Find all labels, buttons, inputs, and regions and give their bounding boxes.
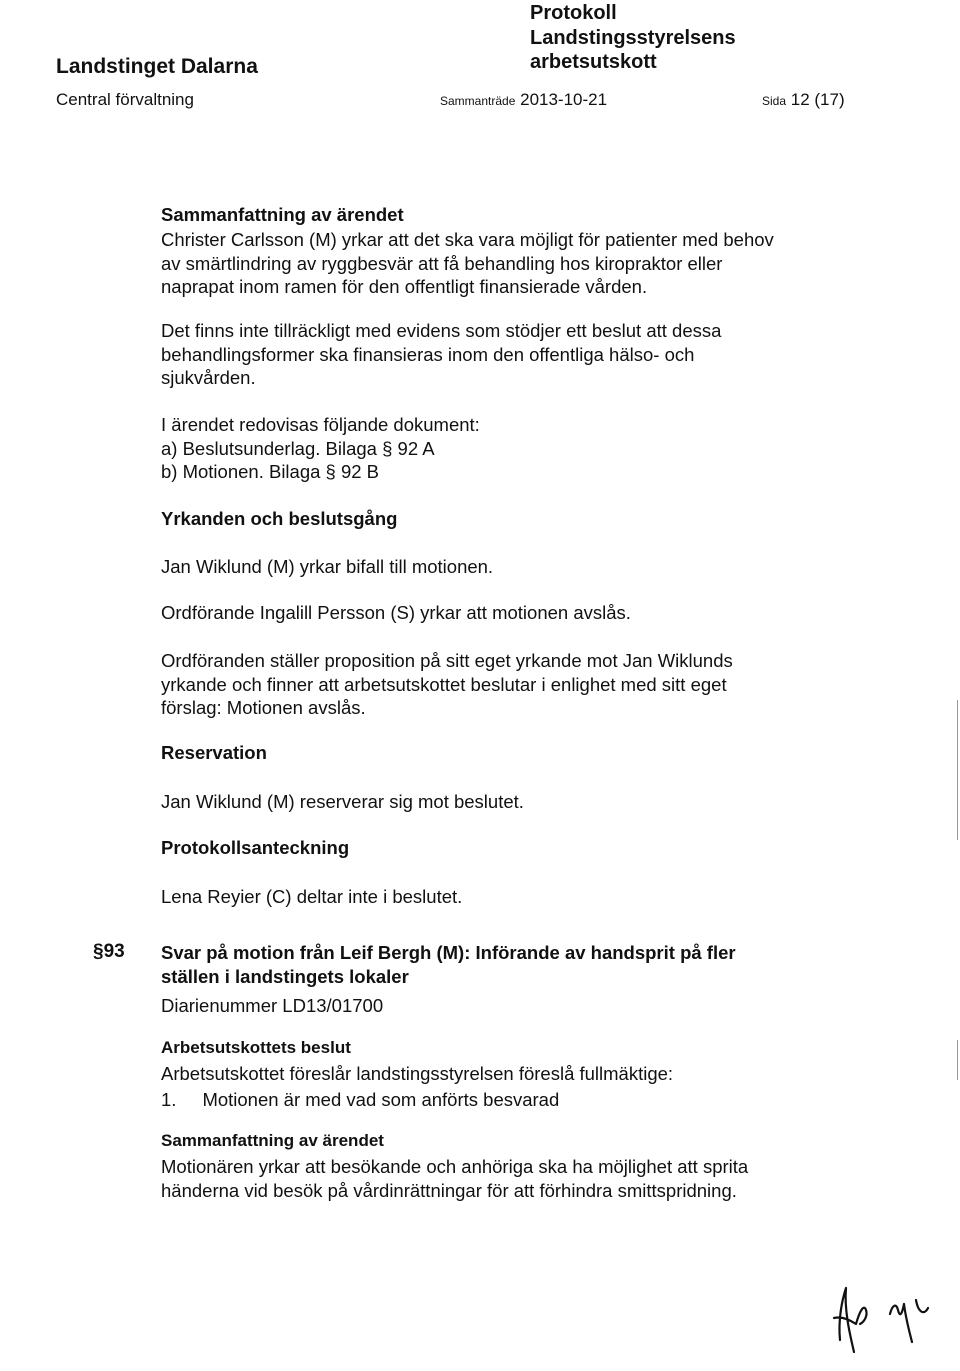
summary-heading: Sammanfattning av ärendet (161, 204, 404, 225)
text-line: behandlingsformer ska finansieras inom den offentliga hälso- och (161, 343, 695, 365)
text-line: naprapat inom ramen för den offentligt finansierade vården. (161, 276, 648, 297)
motions-heading: Yrkanden och beslutsgång (161, 508, 398, 529)
text-line: händerna vid besök på vårdinrättningar för att förhindra smittspridning. (161, 1179, 737, 1201)
page-number-line (762, 90, 845, 110)
item-text: Motionen är med vad som anförts besvarad (202, 1089, 560, 1110)
title-line: ställen i landstingets lokaler (161, 966, 409, 987)
reservation-text: Jan Wiklund (M) reserverar sig mot beslutet. (161, 791, 524, 812)
summary-heading-93: Sammanfattning av ärendet (161, 1131, 384, 1150)
board-name: Landstingsstyrelsens (530, 27, 736, 49)
signature-initials (820, 1280, 950, 1370)
decision-heading: Arbetsutskottets beslut (161, 1038, 351, 1057)
text-line: sjukvården. (161, 367, 256, 388)
proposition-paragraph (161, 649, 733, 720)
note-text: Lena Reyier (C) deltar inte i beslutet. (161, 886, 463, 907)
document-title: Protokoll (530, 2, 617, 24)
motion-statement-2: Ordförande Ingalill Persson (S) yrkar att motionen avslås. (161, 602, 631, 623)
text-line: av smärtlindring av ryggbesvär att få behandling hos kiropraktor eller (161, 252, 723, 274)
item-number: 1. (161, 1089, 177, 1110)
motion-statement-1: Jan Wiklund (M) yrkar bifall till motionen. (161, 556, 494, 577)
diary-number: Diarienummer LD13/01700 (161, 995, 384, 1016)
committee-name: arbetsutskott (530, 51, 657, 73)
text-line: Det finns inte tillräckligt med evidens som stödjer ett beslut att dessa (161, 320, 722, 341)
section-title (161, 941, 736, 989)
list-item: b) Motionen. Bilaga § 92 B (161, 461, 380, 482)
summary-paragraph (161, 228, 774, 299)
text-line: Motionären yrkar att besökande och anhöriga ska ha möjlighet att sprita (161, 1156, 749, 1177)
decision-item (161, 1088, 559, 1112)
decision-text: Arbetsutskottet föreslår landstingsstyrelsen föreslå fullmäktige: (161, 1063, 674, 1084)
reservation-heading: Reservation (161, 742, 267, 763)
section-number: §93 (93, 941, 125, 962)
title-line: Svar på motion från Leif Bergh (M): Införande av handsprit på fler (161, 942, 736, 963)
summary-paragraph-93 (161, 1155, 748, 1202)
list-item: a) Beslutsunderlag. Bilaga § 92 A (161, 437, 435, 459)
scan-margin-mark (957, 700, 958, 840)
scan-margin-mark (957, 1040, 958, 1080)
page-number: 12 (17) (790, 90, 845, 109)
documents-list (161, 413, 480, 484)
text-line: I ärendet redovisas följande dokument: (161, 414, 480, 435)
text-line: Ordföranden ställer proposition på sitt eget yrkande mot Jan Wiklunds (161, 650, 733, 671)
meeting-date-line (440, 90, 607, 110)
meeting-label: Sammanträde (440, 94, 516, 108)
evidence-paragraph (161, 319, 721, 390)
page-label: Sida (762, 94, 787, 108)
text-line: yrkande och finner att arbetsutskottet beslutar i enlighet med sitt eget (161, 673, 727, 695)
note-heading: Protokollsanteckning (161, 837, 350, 858)
meeting-date: 2013-10-21 (520, 90, 608, 109)
department-name: Central förvaltning (56, 90, 194, 109)
organization-name: Landstinget Dalarna (56, 55, 258, 78)
text-line: Christer Carlsson (M) yrkar att det ska vara möjligt för patienter med behov (161, 229, 774, 250)
text-line: förslag: Motionen avslås. (161, 697, 366, 718)
